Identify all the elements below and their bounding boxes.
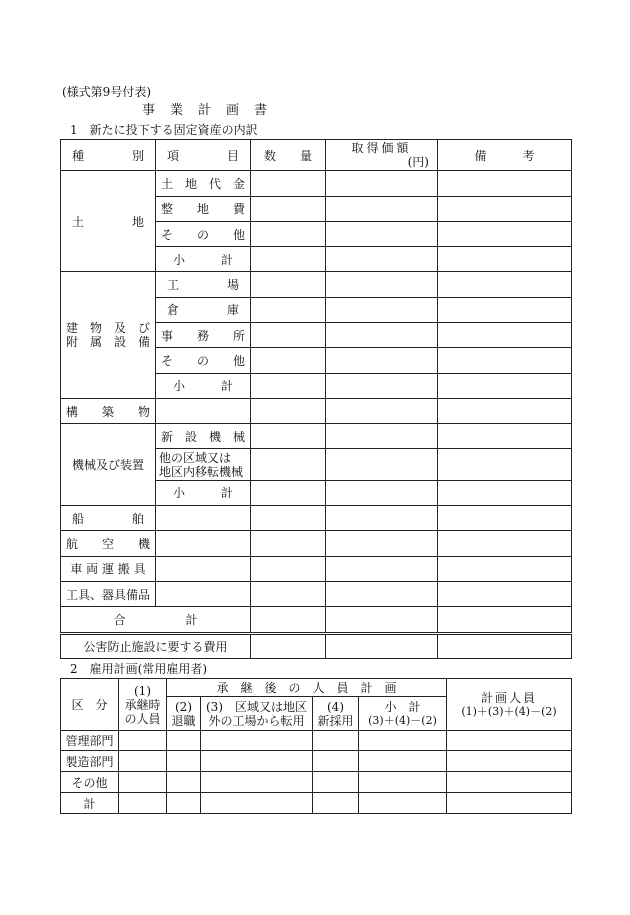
total-qty [251,607,326,633]
header-cost-unit: (円) [407,155,429,170]
building-factory-qty [251,272,326,297]
machinery-new-qty [251,424,326,449]
sub-line2: (3)＋(4)－(2) [368,713,437,727]
row-other: その他 [61,772,119,793]
building-label-line2: 附 属 設 備 [65,335,150,350]
cell [201,731,313,751]
ship-remarks [438,506,572,531]
machinery-item-subtotal: 小 計 [156,480,251,505]
header-subtotal [359,697,447,731]
machinery-item-transferred [156,449,251,480]
total-remarks [438,607,572,633]
header-new-hire [313,697,359,731]
land-subtotal-qty [251,247,326,272]
building-office-cost [326,323,438,348]
document-title: 事 業 計 画 書 [142,103,269,118]
building-item-warehouse: 倉 庫 [156,297,251,322]
header-type: 種 別 [61,140,156,171]
building-subtotal-remarks [438,373,572,398]
header-transfer [201,697,313,731]
land-grading-remarks [438,196,572,221]
col4-line2: 新採用 [317,713,354,728]
ship-item [156,506,251,531]
section1-heading: 1 新たに投下する固定資産の内訳 [70,123,258,137]
structure-label: 構 築 物 [61,398,156,423]
col1-line2: 承継時 [124,697,161,712]
building-item-subtotal: 小 計 [156,373,251,398]
plan-line2: (1)＋(3)＋(4)－(2) [461,704,557,718]
building-label [61,272,156,398]
building-office-qty [251,323,326,348]
cell [359,772,447,793]
header-division: 区 分 [61,679,119,731]
header-retirement [167,697,201,731]
building-item-office: 事 務 所 [156,323,251,348]
employment-plan-table [60,678,572,814]
header-acquisition-cost [326,140,438,171]
header-quantity: 数 量 [251,140,326,171]
ship-qty [251,506,326,531]
aircraft-qty [251,531,326,556]
ship-label: 船 舶 [61,506,156,531]
total-label: 合 計 [61,607,251,633]
cell [313,731,359,751]
building-subtotal-cost [326,373,438,398]
cell [447,793,572,814]
building-factory-cost [326,272,438,297]
col1-line1: (1) [134,683,151,698]
structure-qty [251,398,326,423]
land-label: 土 地 [61,171,156,272]
machinery-subtotal-cost [326,480,438,505]
machinery-new-remarks [438,424,572,449]
tools-label: 工具、器具備品 [61,581,156,606]
aircraft-cost [326,531,438,556]
aircraft-label: 航 空 機 [61,531,156,556]
building-item-other: そ の 他 [156,348,251,373]
cell [119,772,167,793]
land-item-other: そ の 他 [156,221,251,246]
tools-qty [251,581,326,606]
plan-line1: 計画人員 [481,690,538,705]
cell [313,772,359,793]
pollution-cost [326,633,438,658]
row-total: 計 [61,793,119,814]
building-subtotal-qty [251,373,326,398]
building-office-remarks [438,323,572,348]
pollution-qty [251,633,326,658]
building-label-line1: 建 物 及 び [65,321,150,336]
cell [119,793,167,814]
tools-cost [326,581,438,606]
cell [119,731,167,751]
vehicle-qty [251,556,326,581]
row-manufacturing: 製造部門 [61,751,119,772]
machinery-transferred-qty [251,449,326,480]
land-grading-cost [326,196,438,221]
machinery-label: 機械及び装置 [61,424,156,506]
cell [313,793,359,814]
machinery-transferred-remarks [438,449,572,480]
building-other-qty [251,348,326,373]
aircraft-item [156,531,251,556]
sub-line1: 小 計 [384,699,421,714]
building-factory-remarks [438,272,572,297]
col1-line3: の人員 [124,711,161,726]
building-warehouse-qty [251,297,326,322]
land-item-subtotal: 小 計 [156,247,251,272]
header-remarks: 備 考 [438,140,572,171]
land-other-cost [326,221,438,246]
structure-item [156,398,251,423]
cell [313,751,359,772]
cell [359,793,447,814]
cell [119,751,167,772]
machinery-transferred-line1: 他の区域又は [159,450,232,465]
machinery-item-new: 新 設 機 械 [156,424,251,449]
building-warehouse-remarks [438,297,572,322]
tools-remarks [438,581,572,606]
col2-line1: (2) [175,699,192,714]
building-other-cost [326,348,438,373]
machinery-subtotal-qty [251,480,326,505]
land-other-remarks [438,221,572,246]
cell [447,731,572,751]
vehicle-cost [326,556,438,581]
vehicle-label: 車 両 運 搬 具 [61,556,156,581]
land-subtotal-cost [326,247,438,272]
header-planned-staff [447,679,572,731]
land-subtotal-remarks [438,247,572,272]
vehicle-remarks [438,556,572,581]
header-item: 項 目 [156,140,251,171]
land-price-qty [251,171,326,196]
col2-line2: 退職 [171,713,196,728]
cell [201,793,313,814]
land-price-remarks [438,171,572,196]
cell [167,772,201,793]
header-after-succession: 承 継 後 の 人 員 計 画 [167,679,447,697]
building-warehouse-cost [326,297,438,322]
col4-line1: (4) [327,699,344,714]
total-cost [326,607,438,633]
cell [167,793,201,814]
land-item-grading: 整 地 費 [156,196,251,221]
section2-heading: 2 雇用計画(常用雇用者) [70,662,207,676]
col3-line1: (3) 区域又は地区 [206,699,307,714]
fixed-assets-table [60,139,572,659]
row-management: 管理部門 [61,731,119,751]
col3-line2: 外の工場から転用 [208,713,305,728]
structure-remarks [438,398,572,423]
cell [447,751,572,772]
cell [167,751,201,772]
machinery-transferred-line2: 地区内移転機械 [159,464,244,479]
structure-cost [326,398,438,423]
cell [201,751,313,772]
cell [359,731,447,751]
vehicle-item [156,556,251,581]
cell [201,772,313,793]
cell [167,731,201,751]
land-grading-qty [251,196,326,221]
land-item-price: 土 地 代 金 [156,171,251,196]
header-cost-label: 取得価額 [351,141,412,156]
land-price-cost [326,171,438,196]
machinery-subtotal-remarks [438,480,572,505]
aircraft-remarks [438,531,572,556]
cell [359,751,447,772]
machinery-new-cost [326,424,438,449]
tools-item [156,581,251,606]
machinery-transferred-cost [326,449,438,480]
building-item-factory: 工 場 [156,272,251,297]
header-succession-staff [119,679,167,731]
ship-cost [326,506,438,531]
building-other-remarks [438,348,572,373]
form-number: (様式第9号付表) [62,85,151,99]
pollution-remarks [438,633,572,658]
land-other-qty [251,221,326,246]
pollution-label: 公害防止施設に要する費用 [61,633,251,658]
cell [447,772,572,793]
